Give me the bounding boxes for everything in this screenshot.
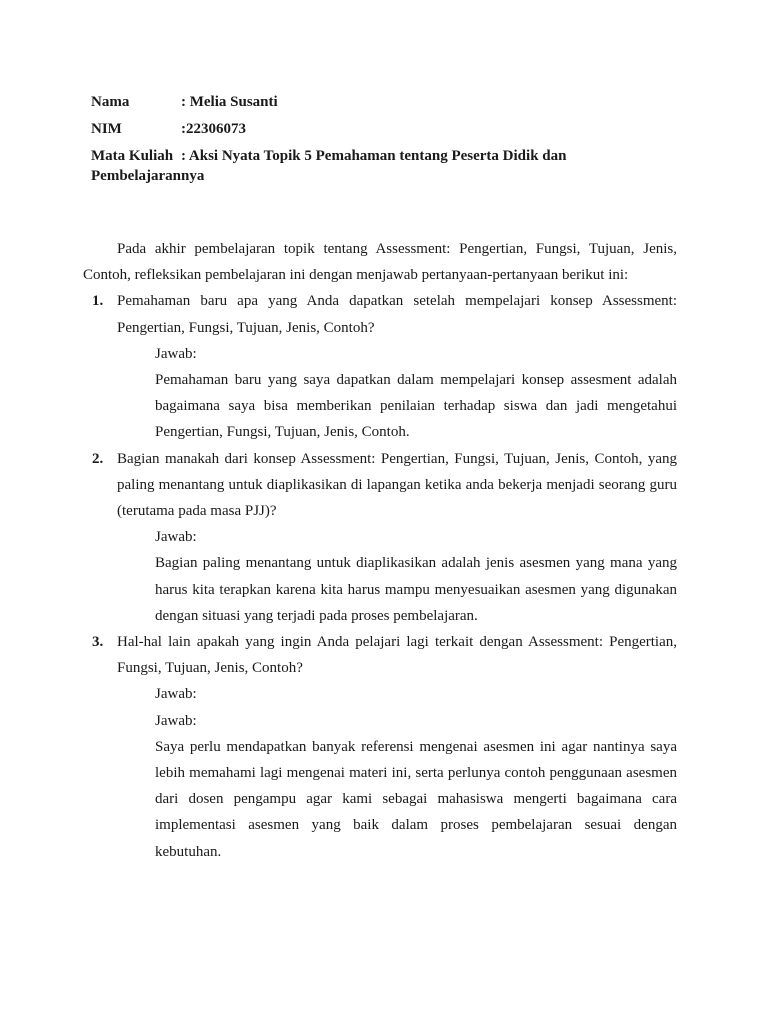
answer-label: Jawab:	[155, 529, 197, 546]
question-text: Bagian manakah dari konsep Assessment: Pengertian, Fungsi, Tujuan, Jenis, Contoh, yang paling menantang untuk diaplikasikan di lapangan ketika anda bekerja menjadi seorang guru (terutama pada masa PJJ)?	[117, 450, 677, 520]
course-row	[91, 146, 691, 166]
answer-block	[117, 681, 677, 864]
question-item-1	[83, 288, 677, 445]
nim-label: NIM	[91, 121, 122, 137]
question-item-2	[83, 446, 677, 629]
question-item-3	[83, 629, 677, 865]
question-number: 2.	[92, 450, 104, 467]
answer-label-repeat: Jawab:	[155, 712, 197, 729]
answer-block	[117, 341, 677, 446]
answer-text: Saya perlu mendapatkan banyak referensi mengenai asesmen ini agar nantinya saya lebih memahami lagi mengenai materi ini, serta perlunya contoh penggunaan asesmen dari dosen pengampu agar kami sebagai mahasiswa mengerti bagaimana cara implementasi asesmen yang baik dalam proses pembelajaran sesuai dengan kebutuhan.	[155, 738, 677, 860]
answer-text: Bagian paling menantang untuk diaplikasikan adalah jenis asesmen yang mana yang harus kita terapkan karena kita harus mampu menyesuaikan asesmen yang digunakan dengan situasi yang terjadi pada proses pembelajaran.	[155, 555, 677, 624]
name-label: Nama	[91, 94, 130, 110]
course-value: : Aksi Nyata Topik 5 Pemahaman tentang Peserta Didik dan	[181, 148, 567, 164]
nim-row	[91, 119, 691, 139]
course-label: Mata Kuliah	[91, 148, 174, 164]
course-value-continuation: Pembelajarannya	[91, 168, 205, 184]
name-row	[91, 92, 691, 112]
question-number: 3.	[92, 634, 104, 651]
intro-paragraph: Pada akhir pembelajaran topik tentang Assessment: Pengertian, Fungsi, Tujuan, Jenis, Contoh, refleksikan pembelajaran ini dengan menjawab pertanyaan-pertanyaan berikut ini:	[83, 241, 677, 284]
answer-label: Jawab:	[155, 686, 197, 703]
answer-block	[117, 524, 677, 629]
answer-text: Pemahaman baru yang saya dapatkan dalam mempelajari konsep assesment adalah bagaimana saya bisa memberikan penilaian terhadap siswa dan jadi mengetahui Pengertian, Fungsi, Tujuan, Jenis, Contoh.	[155, 372, 677, 441]
nim-value: :22306073	[181, 121, 246, 137]
reflection-body	[83, 236, 677, 865]
question-number: 1.	[92, 293, 104, 310]
student-header	[91, 92, 691, 186]
question-text: Hal-hal lain apakah yang ingin Anda pelajari lagi terkait dengan Assessment: Pengertian, Fungsi, Tujuan, Jenis, Contoh?	[117, 634, 677, 677]
question-text: Pemahaman baru apa yang Anda dapatkan setelah mempelajari konsep Assessment: Pengertian, Fungsi, Tujuan, Jenis, Contoh?	[117, 293, 677, 336]
answer-label: Jawab:	[155, 345, 197, 362]
name-value: : Melia Susanti	[181, 94, 278, 110]
